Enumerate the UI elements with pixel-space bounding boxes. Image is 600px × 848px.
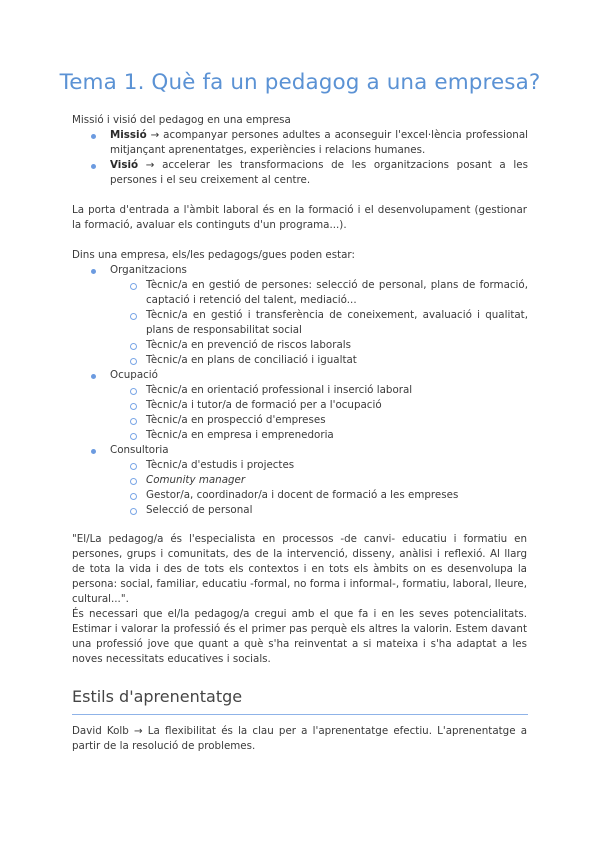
area-label: Organitzacions — [110, 264, 187, 276]
area-label: Consultoria — [110, 444, 169, 456]
paragraph-porta: La porta d'entrada a l'àmbit laboral és en la formació i el desenvolupament (gestionar la formació, avaluar els continguts d'un programa...). — [72, 204, 527, 231]
item-text: Gestor/a, coordinador/a i docent de formació a les empreses — [146, 489, 459, 501]
item-text: Tècnic/a en gestió de persones: selecció de personal, plans de formació, captació i retenció del talent, mediació... — [146, 279, 528, 306]
list-item — [72, 278, 528, 308]
list-item — [72, 308, 528, 338]
item-text: Tècnic/a en gestió i transferència de coneixement, avaluació i qualitat, plans de responsabilitat social — [146, 309, 528, 336]
circle-bullet-icon — [130, 508, 137, 515]
list-item — [72, 488, 528, 503]
item-text: Comunity manager — [146, 474, 246, 486]
quote-paragraph: "El/La pedagog/a és l'especialista en processos -de canvi- educatiu i formatiu en persones, grups i comunitats, des de la intervenció, disseny, anàlisi i reflexió. Al llarg de tota la vida i des de tots els contextos i en tots els àmbits on es desenvolupa la persona: social, familiar, educatiu -formal, no forma i informal-, formatiu, laboral, lleure, cultural...". — [72, 533, 527, 605]
circle-bullet-icon — [130, 463, 137, 470]
bullet-icon — [91, 164, 96, 169]
list-item — [72, 428, 528, 443]
mission-item — [72, 128, 528, 158]
list-item — [72, 353, 528, 368]
circle-bullet-icon — [130, 418, 137, 425]
circle-bullet-icon — [130, 283, 137, 290]
list-item — [72, 503, 528, 518]
bullet-icon — [91, 449, 96, 454]
area-label: Ocupació — [110, 369, 158, 381]
paragraph-dins: Dins una empresa, els/les pedagogs/gues poden estar: — [72, 249, 355, 261]
paragraph-kolb: David Kolb → La flexibilitat és la clau per a l'aprenentatge efectiu. L'aprenentatge a partir de la resolució de problemes. — [72, 725, 527, 752]
circle-bullet-icon — [130, 343, 137, 350]
item-text: Tècnic/a i tutor/a de formació per a l'ocupació — [146, 399, 382, 411]
circle-bullet-icon — [130, 403, 137, 410]
bullet-icon — [91, 134, 96, 139]
section-heading: Estils d'aprenentatge — [72, 687, 243, 706]
list-item — [72, 383, 528, 398]
mission-term: Missió — [110, 129, 147, 141]
item-text: Tècnic/a en prevenció de riscos laborals — [146, 339, 351, 351]
list-item — [72, 398, 528, 413]
item-text: Tècnic/a d'estudis i projectes — [146, 459, 295, 471]
circle-bullet-icon — [130, 433, 137, 440]
circle-bullet-icon — [130, 388, 137, 395]
list-item — [72, 473, 528, 488]
item-text: Tècnic/a en orientació professional i inserció laboral — [146, 384, 413, 396]
paragraph-necessari: És necessari que el/la pedagog/a cregui amb el que fa i en les seves potencialitats. Estimar i valorar la professió és el primer pas perquè els altres la valorin. Estem davant una professió jove que quant a què s'ha reinventat a si mateixa i s'ha adaptat a les noves necessitats educatives i socials. — [72, 608, 527, 665]
intro-line: Missió i visió del pedagog en una empresa — [72, 114, 291, 126]
bullet-icon — [91, 269, 96, 274]
areas-list — [72, 263, 528, 518]
heading-underline — [72, 714, 528, 715]
area-consultoria — [72, 443, 528, 458]
item-text: Tècnic/a en empresa i emprenedoria — [146, 429, 334, 441]
mission-text: → acompanyar persones adultes a aconseguir l'excel·lència professional mitjançant aprenentatges, experiències i relacions humanes. — [110, 129, 528, 156]
item-text: Tècnic/a en prospecció d'empreses — [146, 414, 326, 426]
circle-bullet-icon — [130, 478, 137, 485]
circle-bullet-icon — [130, 493, 137, 500]
list-item — [72, 338, 528, 353]
mission-vision-list — [72, 128, 528, 188]
item-text: Tècnic/a en plans de conciliació i igualtat — [146, 354, 357, 366]
page-title: Tema 1. Què fa un pedagog a una empresa? — [59, 70, 541, 95]
item-text: Selecció de personal — [146, 504, 253, 516]
vision-item — [72, 158, 528, 188]
area-organitzacions — [72, 263, 528, 278]
list-item — [72, 413, 528, 428]
circle-bullet-icon — [130, 313, 137, 320]
bullet-icon — [91, 374, 96, 379]
list-item — [72, 458, 528, 473]
vision-term: Visió — [110, 159, 139, 171]
vision-text: → accelerar les transformacions de les organitzacions posant a les persones i el seu creixement al centre. — [110, 159, 528, 186]
circle-bullet-icon — [130, 358, 137, 365]
area-ocupacio — [72, 368, 528, 383]
